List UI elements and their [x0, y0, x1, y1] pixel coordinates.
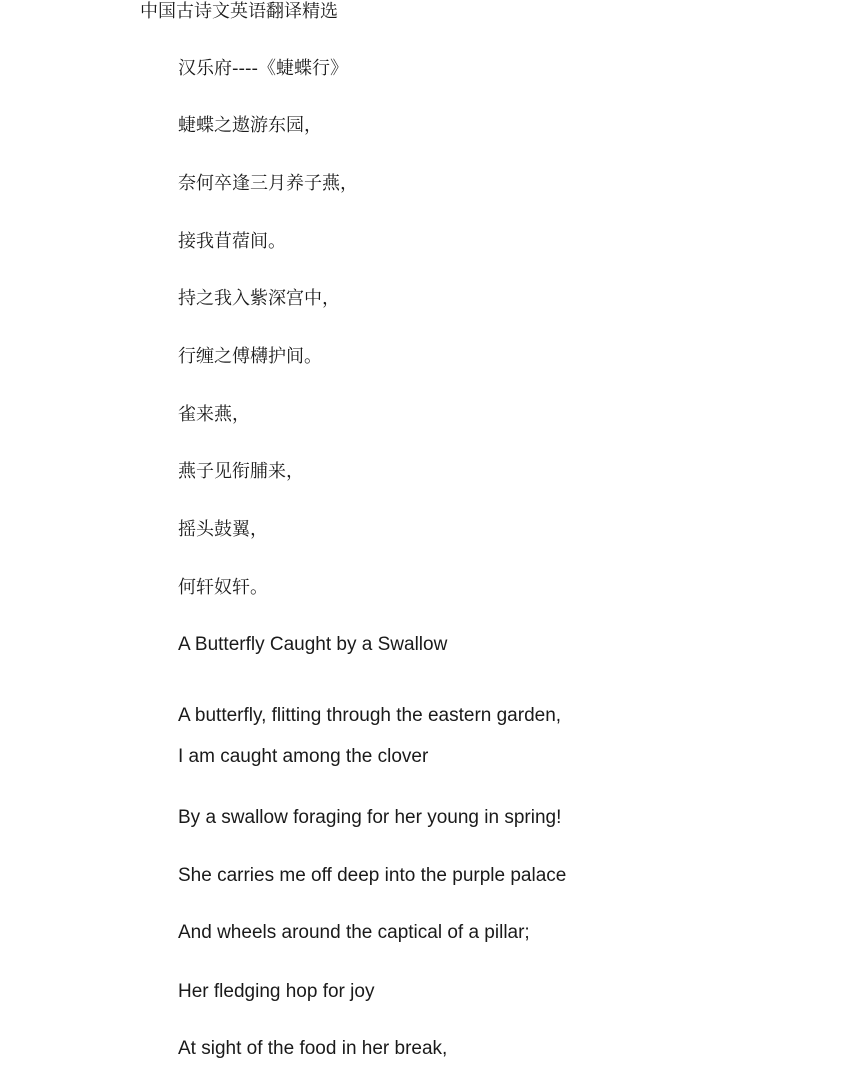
chinese-poem-line: 奈何卒逢三月养子燕，	[178, 173, 358, 194]
english-poem-line: A butterfly, flitting through the eastern garden,	[178, 705, 562, 726]
english-poem-line: I am caught among the clover	[178, 746, 429, 767]
chinese-poem-heading: 汉乐府----《蜨蝶行》	[178, 58, 348, 79]
chinese-poem-line: 接我苜蓿间。	[178, 231, 286, 252]
chinese-poem-line: 雀来燕，	[178, 404, 250, 425]
chinese-poem-line: 行缠之傅欂护间。	[178, 346, 322, 367]
chinese-poem-line: 摇头鼓翼，	[178, 519, 268, 540]
document-title: 中国古诗文英语翻译精选	[140, 1, 338, 22]
english-poem-heading: A Butterfly Caught by a Swallow	[178, 634, 448, 655]
chinese-poem-line: 持之我入紫深宫中，	[178, 288, 340, 309]
chinese-poem-line: 蜨蝶之遨游东园，	[178, 115, 322, 136]
chinese-poem-line: 何轩奴轩。	[178, 577, 268, 598]
english-poem-line: She carries me off deep into the purple palace	[178, 865, 567, 886]
english-poem-line: And wheels around the captical of a pillar;	[178, 922, 530, 943]
english-poem-line: At sight of the food in her break,	[178, 1038, 448, 1059]
english-poem-line: By a swallow foraging for her young in spring!	[178, 807, 562, 828]
english-poem-line: Her fledging hop for joy	[178, 981, 375, 1002]
chinese-poem-line: 燕子见衔脯来，	[178, 461, 304, 482]
